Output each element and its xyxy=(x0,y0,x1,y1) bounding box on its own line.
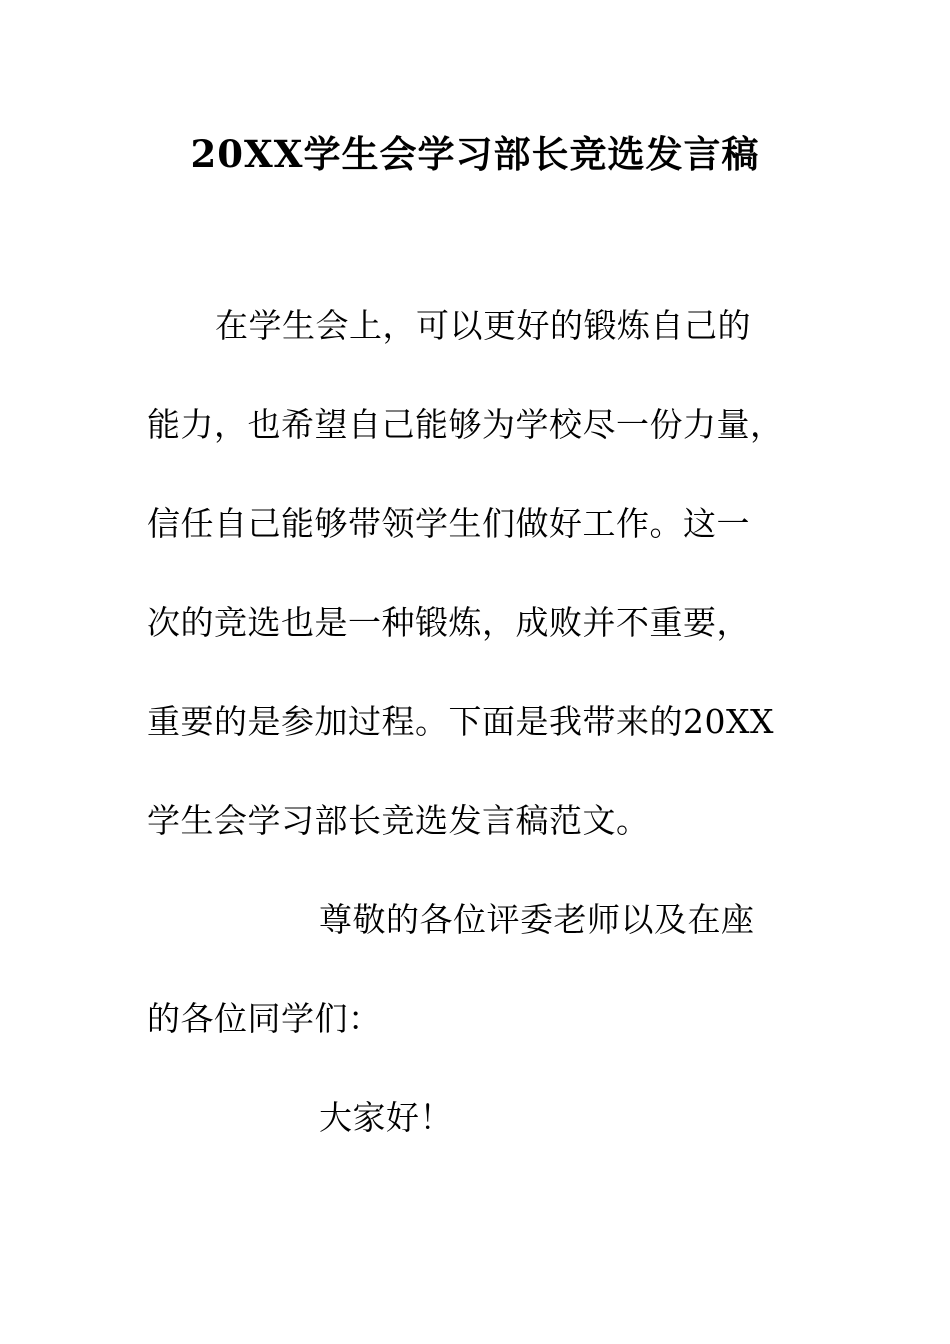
paragraph-line: 在学生会上，可以更好的锻炼自己的 xyxy=(215,306,751,345)
salutation-line: 的各位同学们： xyxy=(147,999,382,1038)
document-title: 20XX学生会学习部长竞选发言稿 xyxy=(190,132,760,176)
paragraph-line: 学生会学习部长竞选发言稿范文。 xyxy=(147,801,650,840)
salutation-line: 尊敬的各位评委老师以及在座 xyxy=(319,900,755,939)
paragraph-line: 次的竞选也是一种锻炼，成败并不重要， xyxy=(147,603,750,642)
paragraph-line: 信任自己能够带领学生们做好工作。这一 xyxy=(147,504,750,543)
paragraph-line: 能力，也希望自己能够为学校尽一份力量， xyxy=(147,405,784,444)
greeting-line: 大家好！ xyxy=(319,1098,453,1137)
paragraph-line: 重要的是参加过程。下面是我带来的20XX xyxy=(147,702,774,741)
